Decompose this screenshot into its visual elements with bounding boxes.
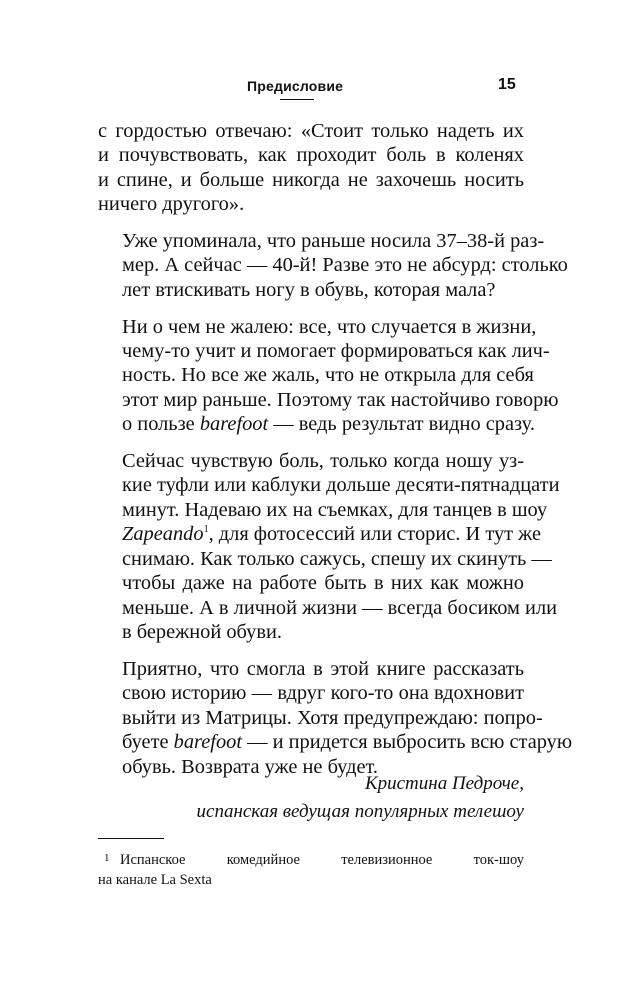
text-line: меньше. А в личной жизни — всегда босиком или [122,596,558,619]
text-line: Приятно, что смогла в этой книге рассказать [122,657,524,680]
italic-term: Zapeando [122,523,204,546]
text-fragment: о пользе [122,413,195,436]
text-line: выйти из Матрицы. Хотя предупреждаю: попро- [122,706,543,729]
text-line: снимаю. Как только сажусь, спешу их скинуть — [122,547,552,570]
text-line [98,522,542,546]
paragraph [98,229,568,302]
text-line [98,730,573,754]
body-text [98,119,573,791]
text-line: минут. Надеваю их на съемках, для танцев в шоу [122,498,548,521]
text-fragment: буете [122,731,169,754]
text-line: Сейчас чувствую боль, только когда ношу уз- [122,450,524,472]
paragraph [98,657,573,779]
text-fragment: — и придется выбросить всю старую [247,731,573,754]
footnote-line [98,848,524,870]
footnote-text: Испанское комедийное телевизионное ток-шоу [120,852,524,868]
italic-term: barefoot [173,731,242,754]
text-line: и спине, и больше никогда не захочешь носить [98,168,524,191]
footnote [98,848,524,890]
text-line: Уже упоминала, что раньше носила 37–38-й раз- [122,230,545,252]
paragraph [98,315,559,437]
footnote-rule [98,838,164,839]
paragraph [98,119,524,217]
paragraph [98,449,560,645]
text-line: мер. А сейчас — 40-й! Разве это не абсурд: столько [122,254,568,277]
footnote-number: 1 [104,852,110,864]
text-line: и почувствовать, как проходит боль в коленях [98,144,524,167]
text-line: Ни о чем не жалею: все, что случается в жизни, [122,315,537,338]
page-number: 15 [498,76,516,93]
text-line: этот мир раньше. Поэтому так настойчиво говорю [122,388,559,411]
footnote-marker[interactable]: 1 [203,524,209,536]
running-head-title: Предисловие [247,78,344,94]
text-fragment: , для фотосессий или сторис. И тут же [208,523,542,546]
signature-role: испанская ведущая популярных телешоу [196,801,524,822]
text-fragment: — ведь результат видно сразу. [273,413,535,436]
running-head-rule [280,99,314,100]
italic-term: barefoot [199,413,269,436]
text-line: обувь. Возврата уже не будет. [122,755,378,778]
signature [197,770,524,826]
signature-name: Кристина Педроче, [365,773,524,794]
text-line: лет втискивать ногу в обувь, которая мала? [122,278,496,301]
text-line: ничего другого». [98,193,245,216]
text-line: в бережной обуви. [122,621,282,644]
text-line: кие туфли или каблуки дольше десяти-пятнадцати [122,474,560,497]
text-line: свою историю — вдруг кого-то она вдохновит [122,682,524,705]
text-line: чему-то учит и помогает формироваться как лич- [122,340,550,362]
text-line: чтобы даже на работе быть в них как можно [122,572,524,595]
text-line [98,412,535,436]
text-line: с гордостью отвечаю: «Стоит только надеть их [98,120,524,142]
text-line: ность. Но все же жаль, что не открыла для себя [122,364,534,387]
footnote-line: на канале La Sexta [98,872,212,888]
